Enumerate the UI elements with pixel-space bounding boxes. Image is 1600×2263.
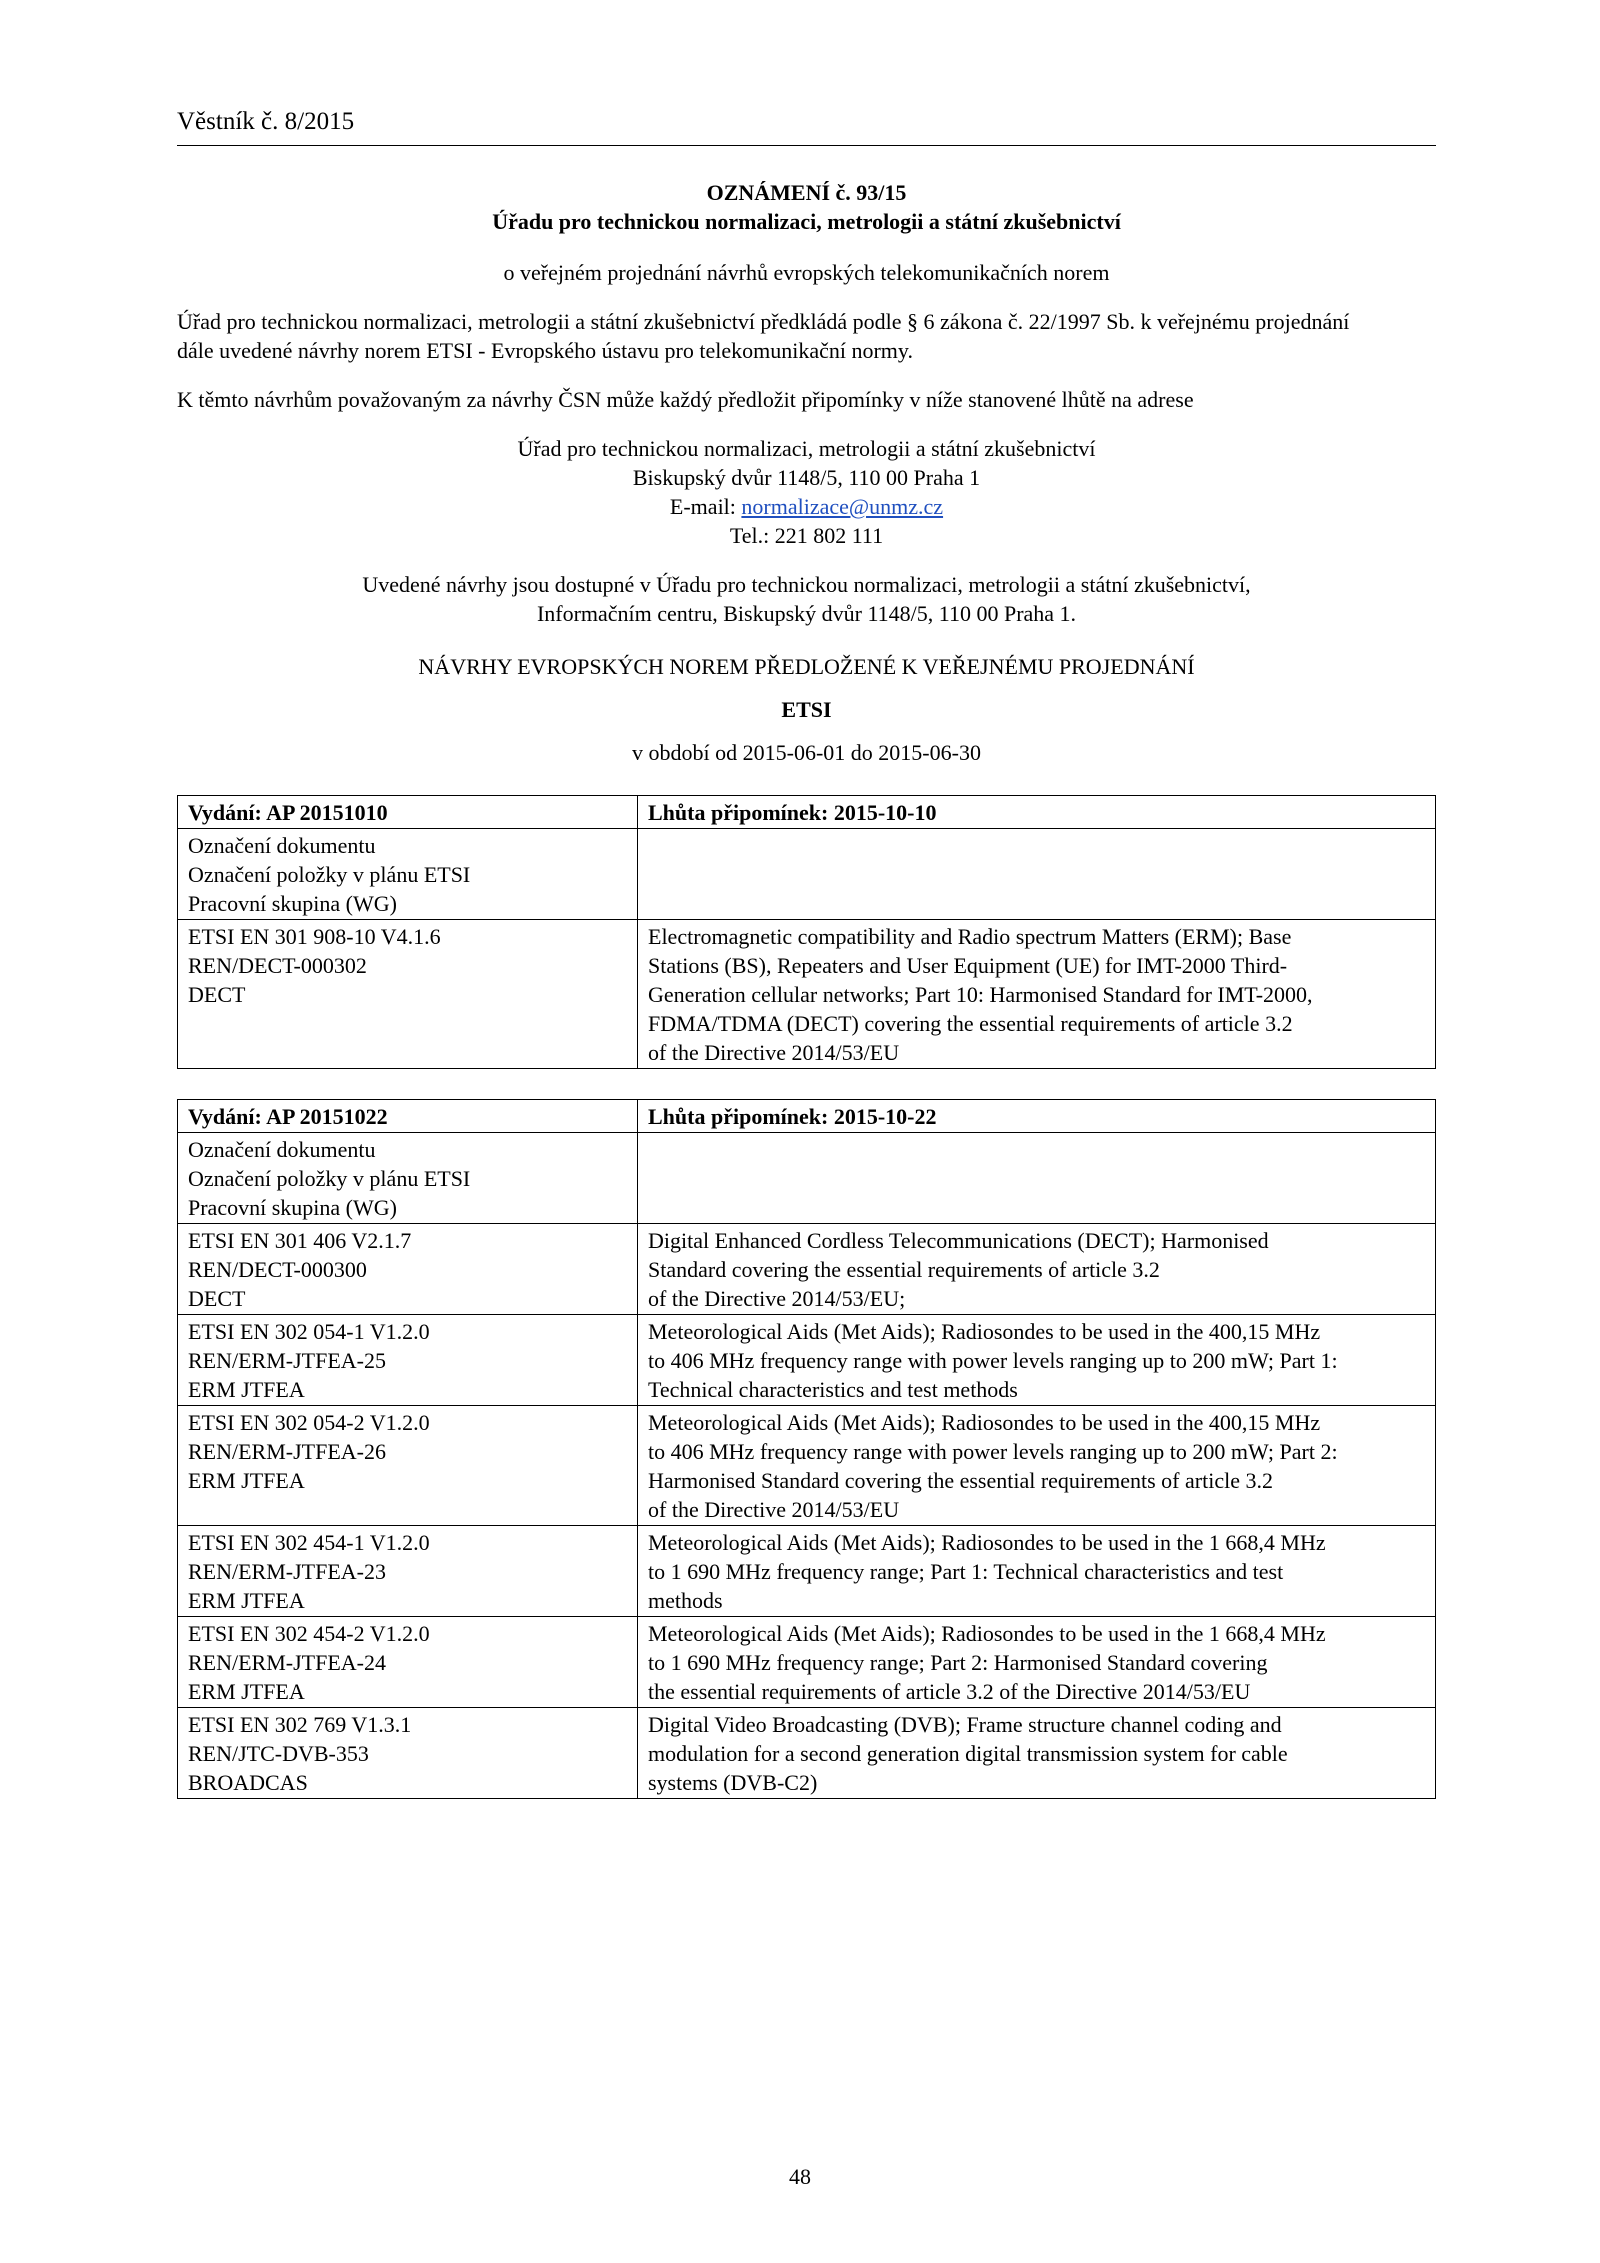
standards-table — [177, 795, 1436, 1069]
description-line: Meteorological Aids (Met Aids); Radiosondes to be used in the 1 668,4 MHz — [648, 1621, 1326, 1646]
description-line: to 406 MHz frequency range with power levels ranging up to 200 mW; Part 1: — [648, 1348, 1338, 1373]
document-id-line: REN/DECT-000302 — [188, 953, 367, 978]
edition-cell: Vydání: AP 20151010 — [178, 796, 638, 829]
document-id-line: ETSI EN 302 054-1 V1.2.0 — [188, 1319, 430, 1344]
table-header-row — [178, 796, 1436, 829]
description-line: Generation cellular networks; Part 10: Harmonised Standard for IMT-2000, — [648, 982, 1313, 1007]
description-line: modulation for a second generation digital transmission system for cable — [648, 1741, 1288, 1766]
description-line: Electromagnetic compatibility and Radio spectrum Matters (ERM); Base — [648, 924, 1292, 949]
description-line: Meteorological Aids (Met Aids); Radiosondes to be used in the 400,15 MHz — [648, 1410, 1321, 1435]
description-line: Technical characteristics and test methods — [648, 1377, 1018, 1402]
legend-line: Označení položky v plánu ETSI — [188, 862, 471, 887]
email-line — [177, 492, 1436, 521]
legend-line: Označení položky v plánu ETSI — [188, 1166, 471, 1191]
description-cell — [638, 1406, 1436, 1526]
document-id-line: ERM JTFEA — [188, 1377, 305, 1402]
office-name: Úřad pro technickou normalizaci, metrologii a státní zkušebnictví — [517, 436, 1096, 461]
availability-line: Informačním centru, Biskupský dvůr 1148/5, 110 00 Praha 1. — [536, 601, 1077, 626]
standards-table — [177, 1099, 1436, 1799]
document-id-line: REN/DECT-000300 — [188, 1257, 367, 1282]
table-legend-row — [178, 1133, 1436, 1224]
table-header-row — [178, 1100, 1436, 1133]
comments-paragraph: K těmto návrhům považovaným za návrhy ČSN může každý předložit připomínky v níže stanovené lhůtě na adrese — [177, 387, 1194, 412]
document-id-cell — [178, 1708, 638, 1799]
email-label: E-mail: — [669, 494, 742, 519]
table-row — [178, 1617, 1436, 1708]
description-line: Meteorological Aids (Met Aids); Radiosondes to be used in the 1 668,4 MHz — [648, 1530, 1326, 1555]
availability-line: Uvedené návrhy jsou dostupné v Úřadu pro technickou normalizaci, metrologii a státní zkušebnictví, — [362, 572, 1251, 597]
availability-note — [177, 570, 1436, 628]
email-link[interactable]: normalizace@unmz.cz — [741, 494, 944, 519]
document-page — [177, 105, 1436, 1799]
document-id-cell — [178, 1617, 638, 1708]
document-id-cell — [178, 1315, 638, 1406]
description-line: Digital Video Broadcasting (DVB); Frame structure channel coding and — [648, 1712, 1282, 1737]
document-id-cell — [178, 1224, 638, 1315]
description-line: Harmonised Standard covering the essential requirements of article 3.2 — [648, 1468, 1273, 1493]
page-number: 48 — [789, 2164, 811, 2189]
section-body-name: ETSI — [781, 697, 832, 722]
description-line: FDMA/TDMA (DECT) covering the essential requirements of article 3.2 — [648, 1011, 1293, 1036]
table-row — [178, 1224, 1436, 1315]
description-line: to 1 690 MHz frequency range; Part 1: Technical characteristics and test — [648, 1559, 1284, 1584]
edition-cell: Vydání: AP 20151022 — [178, 1100, 638, 1133]
description-cell — [638, 920, 1436, 1069]
section-period: v období od 2015-06-01 do 2015-06-30 — [632, 740, 981, 765]
section-heading: NÁVRHY EVROPSKÝCH NOREM PŘEDLOŽENÉ K VEŘEJNÉMU PROJEDNÁNÍ — [418, 654, 1195, 679]
table-row — [178, 1406, 1436, 1526]
description-line: to 406 MHz frequency range with power levels ranging up to 200 mW; Part 2: — [648, 1439, 1338, 1464]
description-line: Stations (BS), Repeaters and User Equipment (UE) for IMT-2000 Third- — [648, 953, 1288, 978]
document-id-line: DECT — [188, 982, 246, 1007]
phone-line: Tel.: 221 802 111 — [729, 523, 884, 548]
document-id-line: ETSI EN 302 454-1 V1.2.0 — [188, 1530, 430, 1555]
description-line: to 1 690 MHz frequency range; Part 2: Harmonised Standard covering — [648, 1650, 1268, 1675]
legend-line: Pracovní skupina (WG) — [188, 891, 397, 916]
document-id-line: ETSI EN 302 454-2 V1.2.0 — [188, 1621, 430, 1646]
document-id-line: ERM JTFEA — [188, 1468, 305, 1493]
description-cell — [638, 1708, 1436, 1799]
description-line: systems (DVB-C2) — [648, 1770, 818, 1795]
legend-empty-cell — [638, 1133, 1436, 1224]
document-id-line: REN/ERM-JTFEA-24 — [188, 1650, 386, 1675]
description-line: of the Directive 2014/53/EU; — [648, 1286, 906, 1311]
legend-line: Pracovní skupina (WG) — [188, 1195, 397, 1220]
description-cell — [638, 1315, 1436, 1406]
document-id-cell — [178, 1406, 638, 1526]
description-cell — [638, 1224, 1436, 1315]
legend-cell — [178, 1133, 638, 1224]
legend-cell — [178, 829, 638, 920]
description-cell — [638, 1526, 1436, 1617]
description-line: the essential requirements of article 3.2 of the Directive 2014/53/EU — [648, 1679, 1251, 1704]
description-line: Standard covering the essential requirements of article 3.2 — [648, 1257, 1160, 1282]
document-id-line: BROADCAS — [188, 1770, 308, 1795]
document-id-line: REN/ERM-JTFEA-23 — [188, 1559, 386, 1584]
table-legend-row — [178, 829, 1436, 920]
description-line: methods — [648, 1588, 723, 1613]
document-id-line: ERM JTFEA — [188, 1679, 305, 1704]
announcement-subtitle: Úřadu pro technickou normalizaci, metrologii a státní zkušebnictví — [492, 209, 1121, 234]
deadline-cell: Lhůta připomínek: 2015-10-22 — [638, 1100, 1436, 1133]
description-cell — [638, 1617, 1436, 1708]
document-id-line: ETSI EN 302 054-2 V1.2.0 — [188, 1410, 430, 1435]
document-id-line: ETSI EN 301 908-10 V4.1.6 — [188, 924, 441, 949]
document-id-line: ETSI EN 301 406 V2.1.7 — [188, 1228, 412, 1253]
street-address: Biskupský dvůr 1148/5, 110 00 Praha 1 — [632, 465, 981, 490]
table-row — [178, 1526, 1436, 1617]
document-id-cell — [178, 920, 638, 1069]
legend-line: Označení dokumentu — [188, 1137, 376, 1162]
deadline-cell: Lhůta připomínek: 2015-10-10 — [638, 796, 1436, 829]
document-id-line: ETSI EN 302 769 V1.3.1 — [188, 1712, 412, 1737]
intro-line: Úřad pro technickou normalizaci, metrologii a státní zkušebnictví předkládá podle § 6 zákona č. 22/1997 Sb. k veřejnému projednání — [177, 309, 1350, 334]
table-row — [178, 920, 1436, 1069]
intro-paragraph — [177, 307, 1436, 365]
contact-address — [177, 434, 1436, 550]
description-line: of the Directive 2014/53/EU — [648, 1497, 900, 1522]
document-id-line: DECT — [188, 1286, 246, 1311]
intro-line: dále uvedené návrhy norem ETSI - Evropského ústavu pro telekomunikační normy. — [177, 338, 913, 363]
description-line: of the Directive 2014/53/EU — [648, 1040, 900, 1065]
document-id-cell — [178, 1526, 638, 1617]
table-row — [178, 1315, 1436, 1406]
header-divider — [177, 145, 1436, 146]
document-id-line: REN/ERM-JTFEA-26 — [188, 1439, 386, 1464]
legend-line: Označení dokumentu — [188, 833, 376, 858]
description-line: Meteorological Aids (Met Aids); Radiosondes to be used in the 400,15 MHz — [648, 1319, 1321, 1344]
announcement-title: OZNÁMENÍ č. 93/15 — [706, 180, 907, 205]
document-id-line: REN/JTC-DVB-353 — [188, 1741, 369, 1766]
document-id-line: ERM JTFEA — [188, 1588, 305, 1613]
description-line: Digital Enhanced Cordless Telecommunications (DECT); Harmonised — [648, 1228, 1269, 1253]
legend-empty-cell — [638, 829, 1436, 920]
bulletin-header: Věstník č. 8/2015 — [177, 108, 355, 135]
document-id-line: REN/ERM-JTFEA-25 — [188, 1348, 386, 1373]
table-row — [178, 1708, 1436, 1799]
announcement-topic: o veřejném projednání návrhů evropských telekomunikačních norem — [503, 260, 1110, 285]
